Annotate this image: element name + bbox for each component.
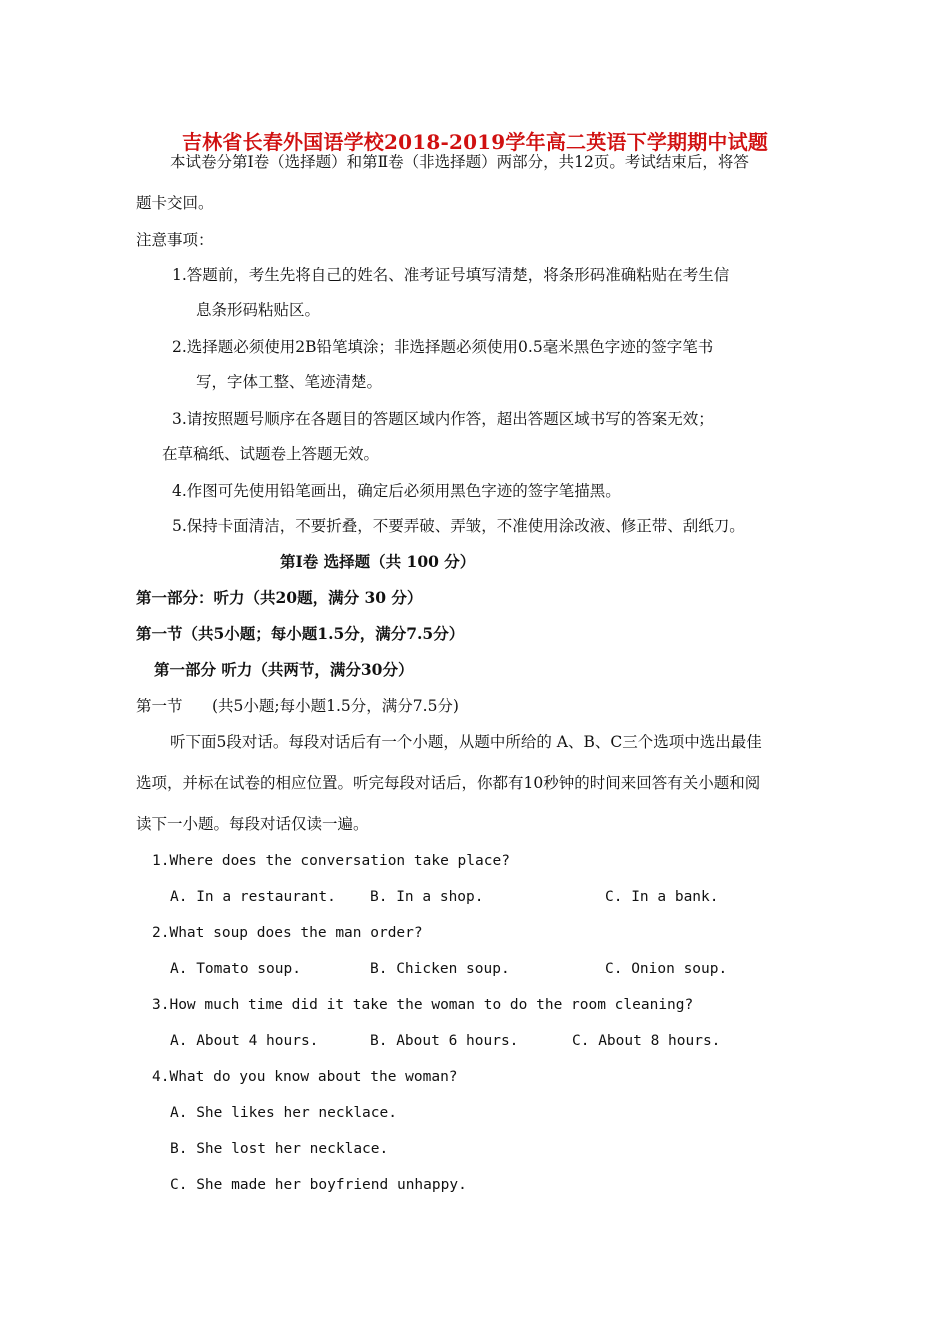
question-4-option-c: C. She made her boyfriend unhappy. [170,1177,467,1193]
part-1-heading-2: 第一部分 听力（共两节，满分30分） [154,660,414,679]
question-3-option-c: C. About 8 hours. [572,1033,721,1049]
intro-line-1: 本试卷分第Ⅰ卷（选择题）和第Ⅱ卷（非选择题）两部分，共12页。考试结束后，将答 [170,153,749,171]
question-2-option-b: B. Chicken soup. [370,961,510,977]
instructions-line-1: 听下面5段对话。每段对话后有一个小题，从题中所给的 A、B、C三个选项中选出最佳 [170,733,762,751]
notes-heading: 注意事项： [136,231,214,249]
question-1-option-c: C. In a bank. [605,889,719,905]
question-4-stem: 4.What do you know about the woman? [152,1069,458,1085]
note-1-line-1: 1.答题前，考生先将自己的姓名、准考证号填写清楚，将条形码准确粘贴在考生信 [172,266,730,284]
question-4-option-a: A. She likes her necklace. [170,1105,397,1121]
question-2-option-a: A. Tomato soup. [170,961,301,977]
question-3-option-a: A. About 4 hours. [170,1033,319,1049]
document-title: 吉林省长春外国语学校2018-2019学年高二英语下学期期中试题 [181,130,769,154]
question-2-option-c: C. Onion soup. [605,961,728,977]
section-1-detail: (共5小题;每小题1.5分，满分7.5分) [212,697,459,715]
volume-heading: 第Ⅰ卷 选择题（共 100 分） [280,552,476,571]
note-2-line-2: 写，字体工整、笔迹清楚。 [196,373,383,391]
instructions-line-3: 读下一小题。每段对话仅读一遍。 [136,815,369,833]
note-2-line-1: 2.选择题必须使用2B铅笔填涂；非选择题必须使用0.5毫米黑色字迹的签字笔书 [172,338,714,356]
section-1-heading: 第一节（共5小题；每小题1.5分，满分7.5分） [136,624,465,643]
note-3-line-1: 3.请按照题号顺序在各题目的答题区域内作答，超出答题区域书写的答案无效； [172,410,714,428]
question-2-stem: 2.What soup does the man order? [152,925,423,941]
note-3-line-2: 在草稿纸、试题卷上答题无效。 [162,445,380,463]
question-1-option-a: A. In a restaurant. [170,889,336,905]
section-1-label: 第一节 [136,697,183,715]
intro-line-2: 题卡交回。 [136,194,214,212]
part-1-heading: 第一部分：听力（共20题，满分 30 分） [136,588,423,607]
note-1-line-2: 息条形码粘贴区。 [196,301,321,319]
instructions-line-2: 选项，并标在试卷的相应位置。听完每段对话后，你都有10秒钟的时间来回答有关小题和阅 [136,774,761,792]
note-4: 4.作图可先使用铅笔画出，确定后必须用黑色字迹的签字笔描黑。 [172,482,621,500]
question-1-stem: 1.Where does the conversation take place? [152,853,510,869]
question-3-option-b: B. About 6 hours. [370,1033,519,1049]
question-3-stem: 3.How much time did it take the woman to do the room cleaning? [152,997,694,1013]
note-5: 5.保持卡面清洁，不要折叠，不要弄破、弄皱，不准使用涂改液、修正带、刮纸刀。 [172,517,745,535]
question-1-option-b: B. In a shop. [370,889,484,905]
question-4-option-b: B. She lost her necklace. [170,1141,389,1157]
